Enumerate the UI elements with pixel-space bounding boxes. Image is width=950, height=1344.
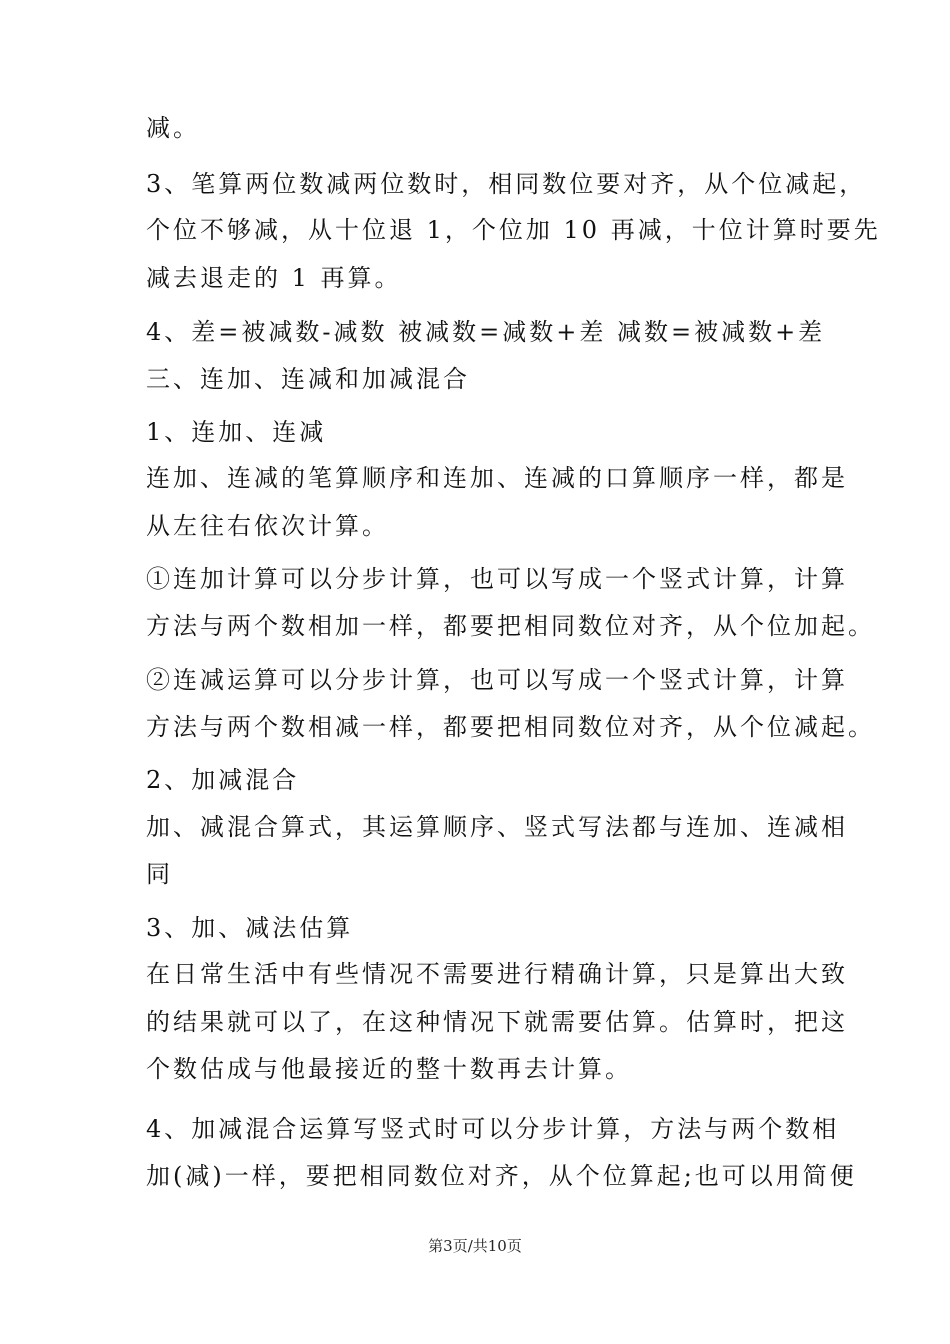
text-line: 在日常生活中有些情况不需要进行精确计算，只是算出大致 [146,960,848,988]
text-line: 方法与两个数相加一样，都要把相同数位对齐，从个位加起。 [146,612,875,640]
text-line: 3、笔算两位数减两位数时，相同数位要对齐，从个位减起， [146,170,867,198]
text-line: 同 [146,860,173,888]
text-line: 的结果就可以了，在这种情况下就需要估算。估算时，把这 [146,1008,848,1036]
text-line: 方法与两个数相减一样，都要把相同数位对齐，从个位减起。 [146,713,875,741]
page-number-footer: 第3页/共10页 [428,1237,522,1255]
text-line: ①连加计算可以分步计算，也可以写成一个竖式计算，计算 [146,565,848,593]
text-line: 个数估成与他最接近的整十数再去计算。 [146,1055,632,1083]
text-line: 减。 [146,114,200,142]
section-heading: 三、连加、连减和加减混合 [146,365,470,393]
subsection-heading: 1、连加、连减 [146,418,327,446]
text-line: 连加、连减的笔算顺序和连加、连减的口算顺序一样，都是 [146,464,848,492]
text-line: 个位不够减，从十位退 1，个位加 10 再减，十位计算时要先 [146,216,881,244]
text-line: 加(减)一样，要把相同数位对齐，从个位算起;也可以用简便 [146,1162,857,1190]
text-line: ②连减运算可以分步计算，也可以写成一个竖式计算，计算 [146,666,848,694]
text-line: 从左往右依次计算。 [146,512,389,540]
subsection-heading: 3、加、减法估算 [146,914,354,942]
text-line: 4、加减混合运算写竖式时可以分步计算，方法与两个数相 [146,1115,840,1143]
text-line: 减去退走的 1 再算。 [146,264,402,292]
text-line: 加、减混合算式，其运算顺序、竖式写法都与连加、连减相 [146,813,848,841]
text-line: 4、差=被减数-减数 被减数=减数+差 减数=被减数+差 [146,318,826,346]
subsection-heading: 2、加减混合 [146,766,300,794]
